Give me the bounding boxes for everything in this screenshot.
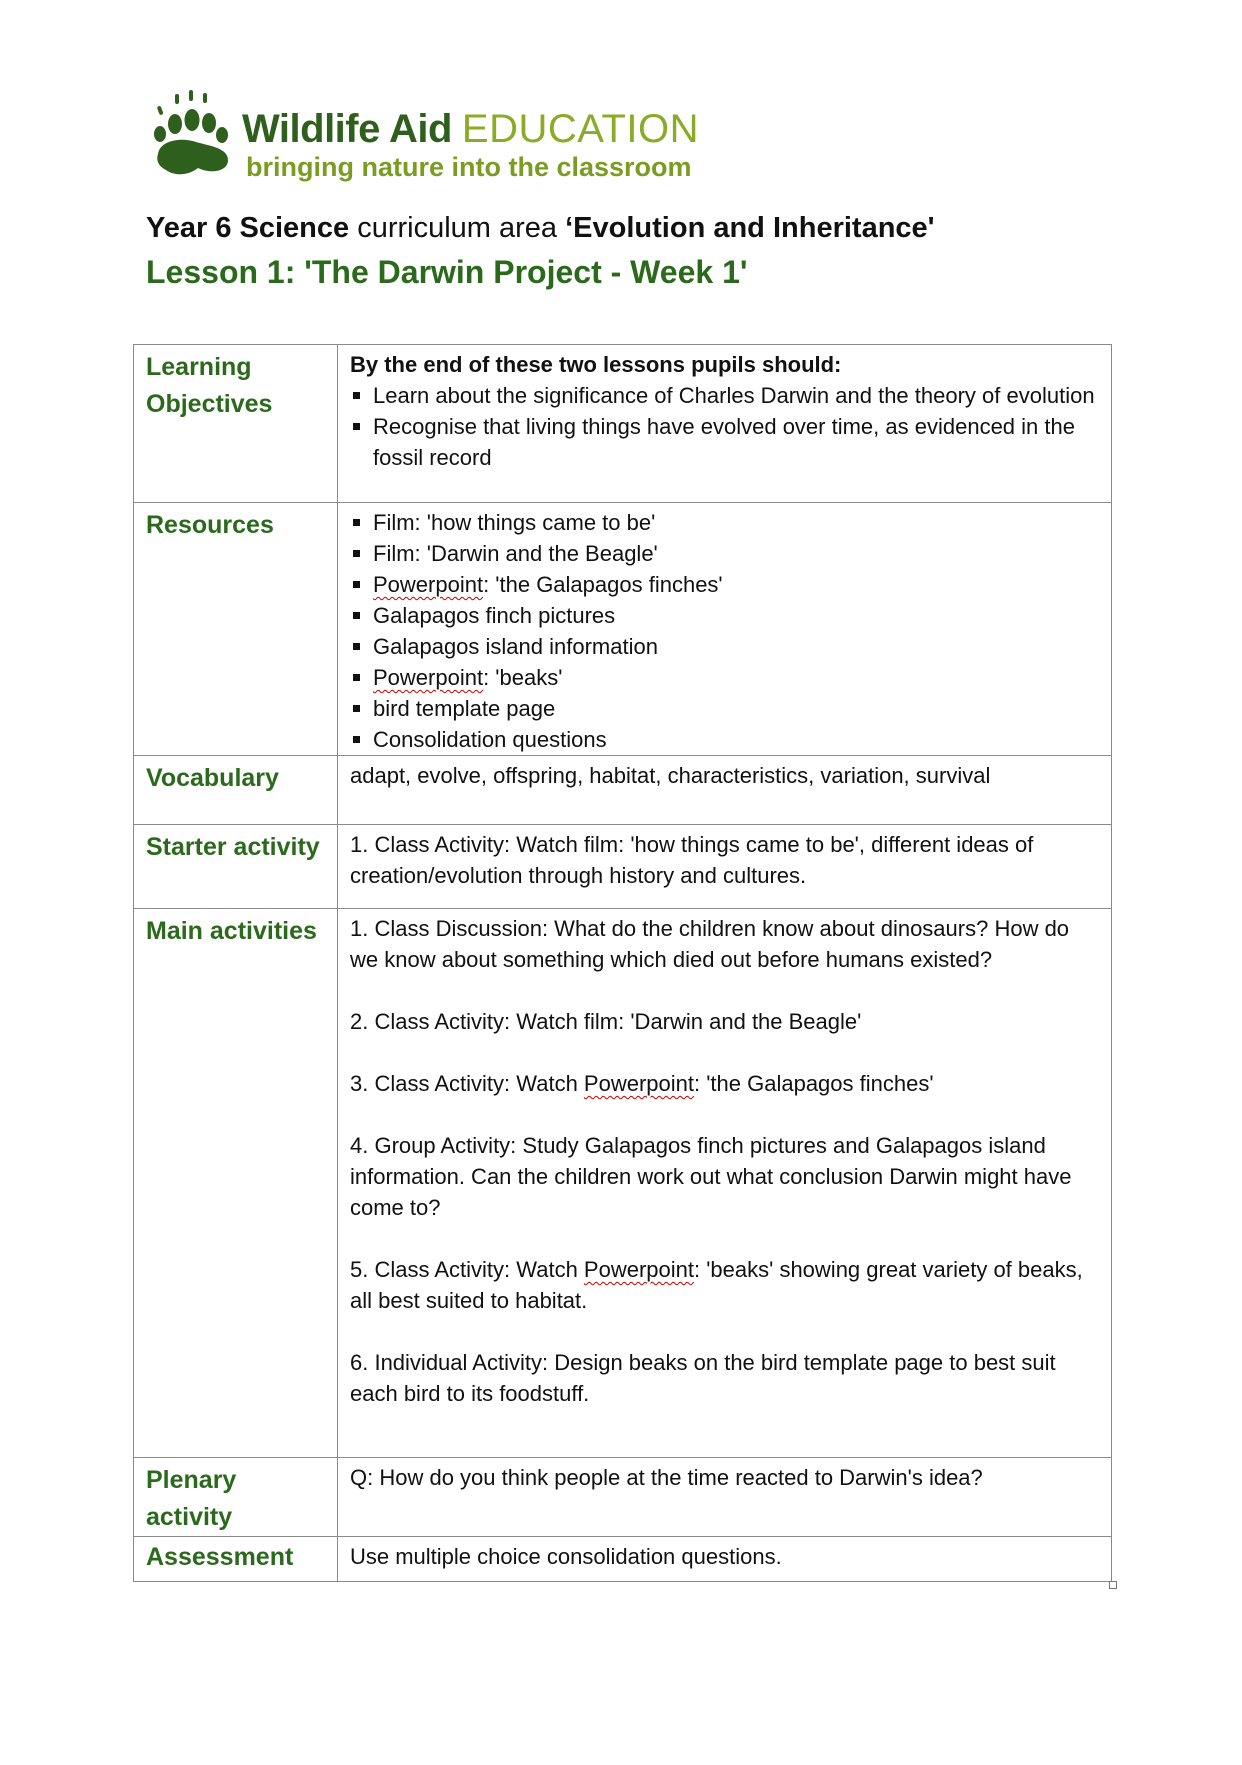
- spelling-flag-word: Powerpoint: [373, 572, 484, 597]
- row-plenary: [134, 1458, 1112, 1537]
- content-vocabulary: adapt, evolve, offspring, habitat, characteristics, variation, survival: [338, 756, 1112, 825]
- content-resources: [338, 503, 1112, 756]
- row-assessment: [134, 1537, 1112, 1582]
- row-vocabulary: [134, 756, 1112, 825]
- label-starter-activity: Starter activity: [134, 825, 338, 909]
- spelling-flag-word: Powerpoint: [583, 1257, 694, 1282]
- activity-paragraph: [350, 1006, 1099, 1037]
- resource-text: Film: 'Darwin and the Beagle': [373, 541, 658, 566]
- brand-tagline: bringing nature into the classroom: [246, 152, 692, 182]
- label-main-activities: Main activities: [134, 909, 338, 1458]
- activity-text: : 'beaks' showing great variety of beaks, all best suited to habitat.: [350, 1257, 1083, 1313]
- activity-paragraph: [350, 1254, 1099, 1316]
- row-starter: [134, 825, 1112, 909]
- resource-text: Film: 'how things came to be': [373, 510, 656, 535]
- table-resize-handle[interactable]: [1109, 1581, 1117, 1589]
- year-subject: Year 6 Science: [146, 212, 350, 244]
- curriculum-heading: [146, 212, 935, 245]
- label-assessment: Assessment: [134, 1537, 338, 1582]
- brand-name-main: Wildlife Aid: [242, 107, 452, 151]
- curriculum-area-text: curriculum area: [349, 212, 566, 244]
- list-item: [350, 662, 1099, 693]
- resources-list: [350, 507, 1099, 755]
- objectives-intro: By the end of these two lessons pupils should:: [350, 352, 842, 377]
- list-item: [350, 693, 1099, 724]
- paw-print-icon: [150, 90, 236, 190]
- list-item: [350, 631, 1099, 662]
- spelling-flag-word: Powerpoint: [373, 665, 484, 690]
- list-item: [350, 569, 1099, 600]
- activity-text: 2. Class Activity: Watch film: 'Darwin and the Beagle': [350, 1009, 862, 1034]
- resource-text: Galapagos finch pictures: [373, 603, 616, 628]
- list-item: Learn about the significance of Charles Darwin and the theory of evolution: [350, 380, 1099, 411]
- resource-text: Consolidation questions: [373, 727, 607, 752]
- brand-name: [242, 106, 699, 152]
- list-item: [350, 724, 1099, 755]
- content-assessment: Use multiple choice consolidation questions.: [338, 1537, 1112, 1582]
- content-learning-objectives: [338, 345, 1112, 503]
- lesson-plan-table: [133, 344, 1112, 1582]
- resource-text: bird template page: [373, 696, 556, 721]
- row-main-activities: [134, 909, 1112, 1458]
- resource-text: : 'beaks': [483, 665, 563, 690]
- activity-text: : 'the Galapagos finches': [694, 1071, 934, 1096]
- label-vocabulary: Vocabulary: [134, 756, 338, 825]
- row-resources: [134, 503, 1112, 756]
- list-item: Recognise that living things have evolved over time, as evidenced in the fossil record: [350, 411, 1099, 473]
- brand-name-accent: EDUCATION: [461, 107, 700, 151]
- activity-text: 4. Group Activity: Study Galapagos finch pictures and Galapagos island information. Can the children work out what conclusion Darwin might have come to?: [350, 1133, 1072, 1220]
- label-learning-objectives: Learning Objectives: [134, 345, 338, 503]
- activity-paragraph: [350, 1347, 1099, 1409]
- content-plenary-activity: Q: How do you think people at the time reacted to Darwin's idea?: [338, 1458, 1112, 1537]
- activity-paragraph: [350, 1068, 1099, 1099]
- content-starter-activity: 1. Class Activity: Watch film: 'how things came to be', different ideas of creation/evolution through history and cultures.: [338, 825, 1112, 909]
- spelling-flag-word: Powerpoint: [583, 1071, 694, 1096]
- wildlife-aid-logo: [150, 84, 770, 194]
- resource-text: : 'the Galapagos finches': [483, 572, 723, 597]
- activity-text: 5. Class Activity: Watch: [350, 1257, 584, 1282]
- activity-text: 6. Individual Activity: Design beaks on the bird template page to best suit each bird to its foodstuff.: [350, 1350, 1056, 1406]
- list-item: [350, 538, 1099, 569]
- list-item: [350, 600, 1099, 631]
- activity-paragraph: [350, 1130, 1099, 1223]
- activity-paragraph: [350, 913, 1099, 975]
- objectives-list: [350, 380, 1099, 473]
- resource-text: Galapagos island information: [373, 634, 658, 659]
- content-main-activities: [338, 909, 1112, 1458]
- curriculum-area-name: ‘Evolution and Inheritance': [565, 212, 935, 244]
- label-resources: Resources: [134, 503, 338, 756]
- activity-text: 1. Class Discussion: What do the children know about dinosaurs? How do we know about something which died out before humans existed?: [350, 916, 1070, 972]
- lesson-title: Lesson 1: 'The Darwin Project - Week 1': [146, 254, 748, 290]
- row-learning-objectives: [134, 345, 1112, 503]
- list-item: [350, 507, 1099, 538]
- label-plenary-activity: Plenary activity: [134, 1458, 338, 1537]
- activity-text: 3. Class Activity: Watch: [350, 1071, 584, 1096]
